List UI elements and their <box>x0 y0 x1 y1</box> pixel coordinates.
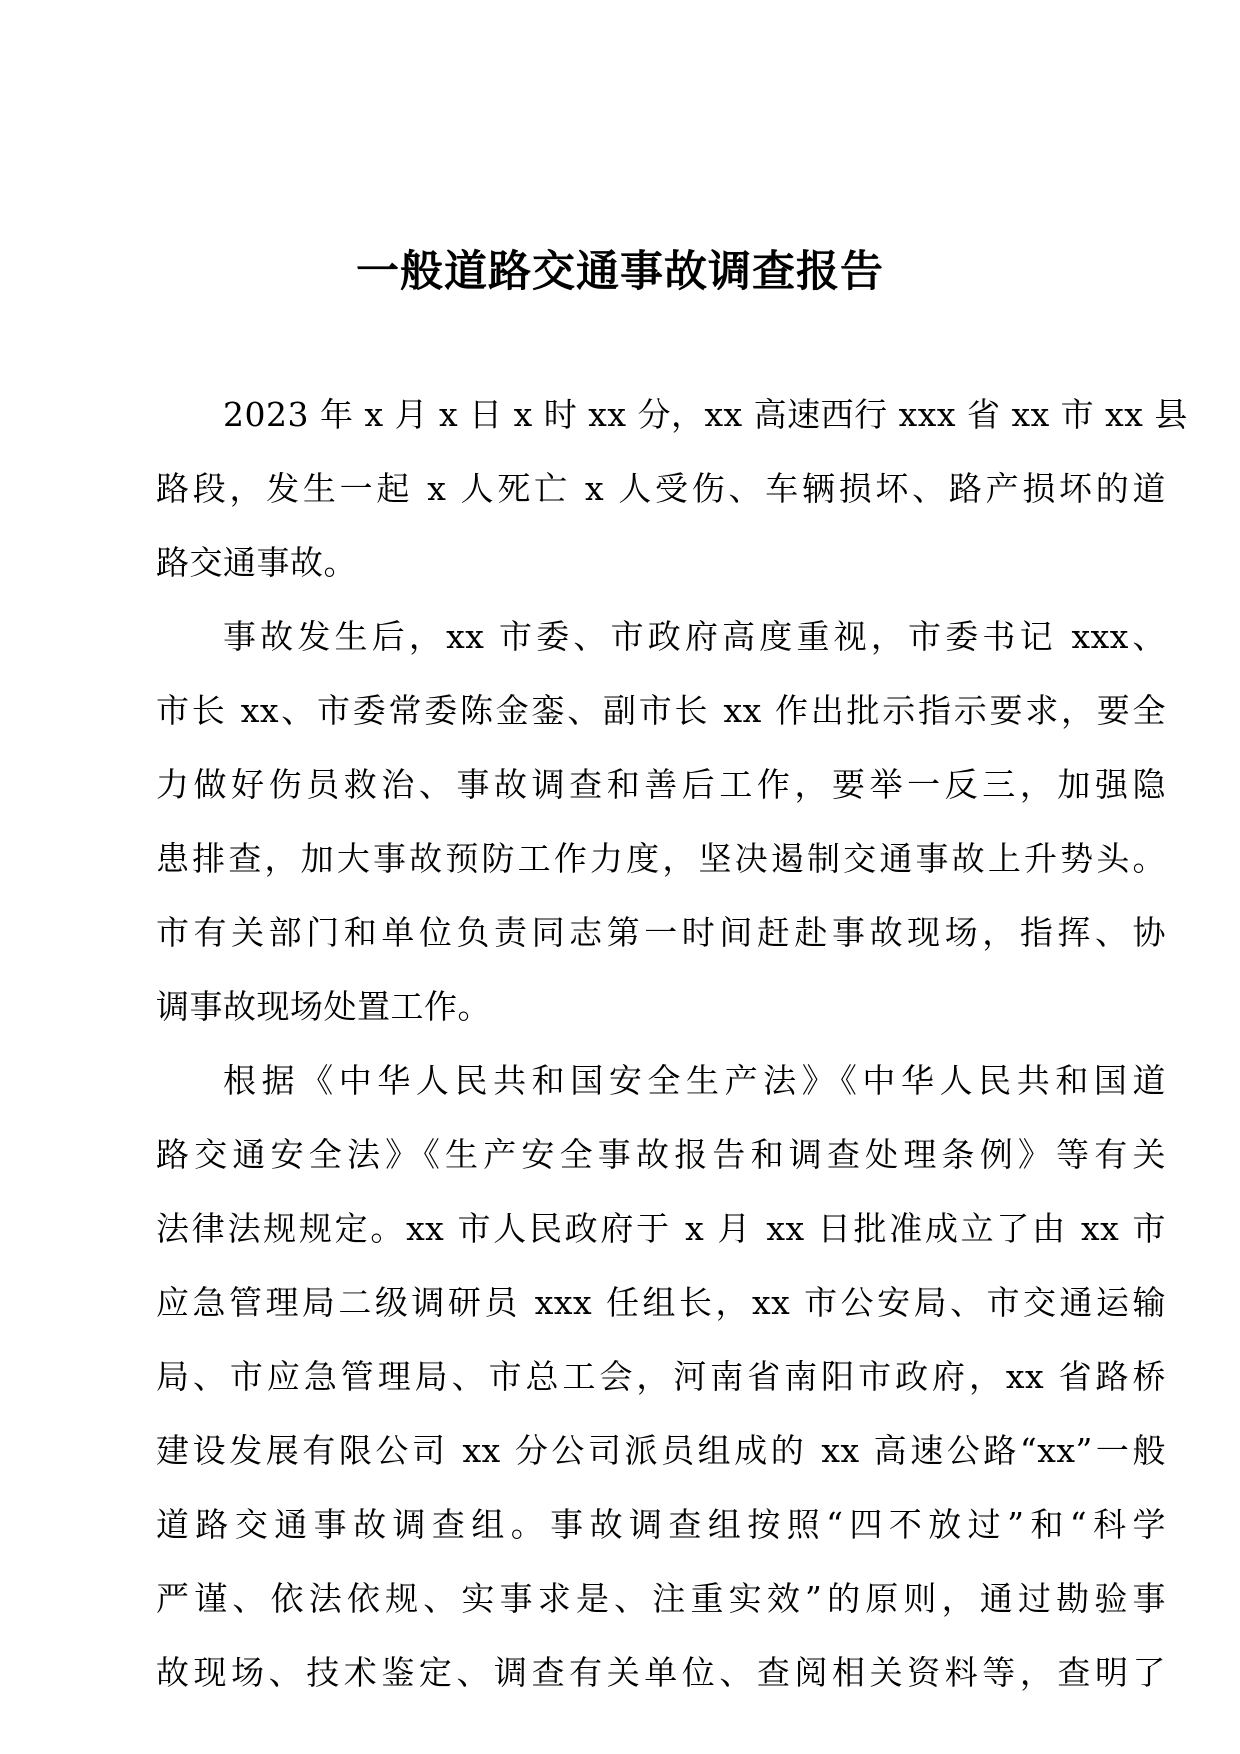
paragraph-line: 市有关部门和单位负责同志第一时间赶赴事故现场，指挥、协 <box>156 913 1166 952</box>
paragraph-line: 患排查，加大事故预防工作力度，坚决遏制交通事故上升势头。 <box>156 839 1166 878</box>
paragraph <box>156 1044 1166 1710</box>
paragraph-line: 2023 年 x 月 x 日 x 时 xx 分，xx 高速西行 xxx 省 xx 市 xx 县 <box>223 395 1188 434</box>
paragraph <box>156 600 1166 1044</box>
paragraph-line: 事故发生后，xx 市委、市政府高度重视，市委书记 xxx、 <box>223 617 1166 656</box>
paragraph-line: 路段，发生一起 x 人死亡 x 人受伤、车辆损坏、路产损坏的道 <box>156 469 1166 508</box>
paragraph-line: 法律法规规定。xx 市人民政府于 x 月 xx 日批准成立了由 xx 市 <box>156 1209 1166 1248</box>
paragraph-line: 根据《中华人民共和国安全生产法》《中华人民共和国道 <box>223 1061 1166 1100</box>
paragraph-line: 路交通事故。 <box>156 543 357 582</box>
paragraph-line: 应急管理局二级调研员 xxx 任组长，xx 市公安局、市交通运输 <box>156 1283 1166 1322</box>
paragraph-line: 建设发展有限公司 xx 分公司派员组成的 xx 高速公路“xx”一般 <box>156 1431 1166 1470</box>
paragraph-line: 力做好伤员救治、事故调查和善后工作，要举一反三，加强隐 <box>156 765 1166 804</box>
paragraph-line: 调事故现场处置工作。 <box>156 987 491 1026</box>
paragraph-line: 路交通安全法》《生产安全事故报告和调查处理条例》等有关 <box>156 1135 1166 1174</box>
paragraph-line: 故现场、技术鉴定、调查有关单位、查阅相关资料等，查明了 <box>156 1653 1166 1692</box>
paragraph-line: 道路交通事故调查组。事故调查组按照“四不放过”和“科学 <box>156 1505 1166 1544</box>
paragraph-line: 市长 xx、市委常委陈金銮、副市长 xx 作出批示指示要求，要全 <box>156 691 1166 730</box>
paragraph-line: 严谨、依法依规、实事求是、注重实效”的原则，通过勘验事 <box>156 1579 1166 1618</box>
document-body <box>156 378 1188 1710</box>
document-title: 一般道路交通事故调查报告 <box>356 247 884 297</box>
paragraph-line: 局、市应急管理局、市总工会，河南省南阳市政府，xx 省路桥 <box>156 1357 1166 1396</box>
paragraph <box>156 378 1188 600</box>
